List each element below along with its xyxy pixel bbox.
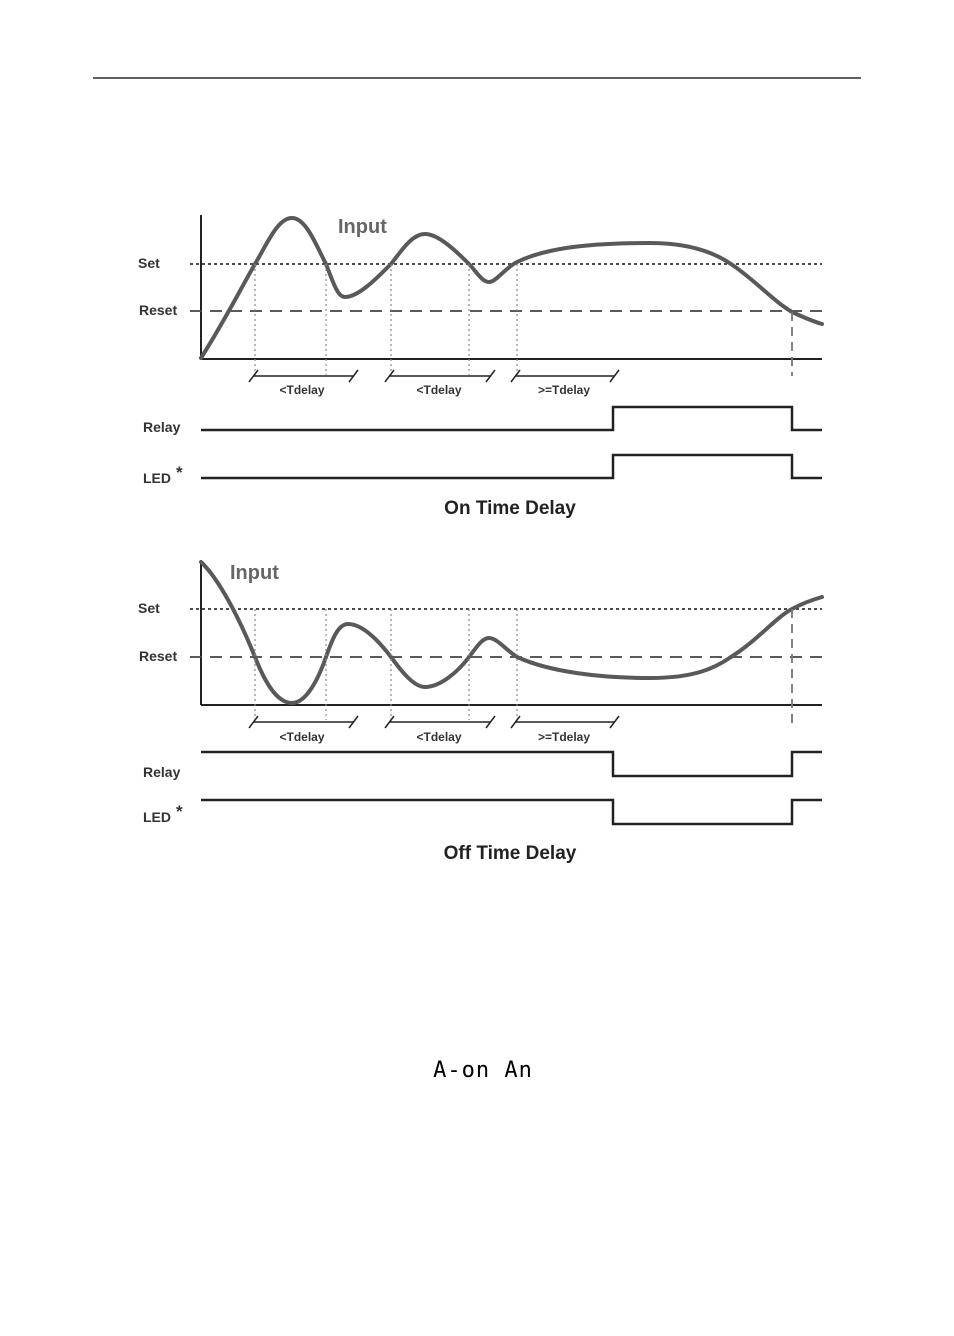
led-label: LED xyxy=(143,470,171,486)
interval-label: <Tdelay xyxy=(279,730,325,744)
input-label: Input xyxy=(230,562,279,584)
interval-label: <Tdelay xyxy=(416,383,462,397)
interval-label: >=Tdelay xyxy=(537,730,591,744)
relay-signal xyxy=(201,752,822,776)
interval-brackets xyxy=(249,716,619,728)
on-time-delay-diagram xyxy=(138,215,822,519)
interval-label: >=Tdelay xyxy=(537,383,591,397)
input-label: Input xyxy=(338,216,387,238)
set-label: Set xyxy=(138,255,160,271)
led-asterisk: * xyxy=(176,802,183,821)
relay-label: Relay xyxy=(143,764,181,780)
relay-label: Relay xyxy=(143,419,181,435)
off-time-delay-diagram xyxy=(138,560,822,864)
interval-label: <Tdelay xyxy=(279,383,325,397)
relay-signal xyxy=(201,407,822,430)
interval-label: <Tdelay xyxy=(416,730,462,744)
set-label: Set xyxy=(138,600,160,616)
interval-brackets xyxy=(249,370,619,382)
led-asterisk: * xyxy=(176,463,183,482)
diagram-caption: Off Time Delay xyxy=(443,843,577,864)
reset-label: Reset xyxy=(139,648,178,664)
input-curve xyxy=(201,562,822,703)
led-signal xyxy=(201,800,822,824)
reset-label: Reset xyxy=(139,302,178,318)
diagram-caption: On Time Delay xyxy=(444,498,576,519)
input-curve xyxy=(201,218,822,358)
segment-display-text: A-on An xyxy=(433,1058,533,1083)
led-signal xyxy=(201,455,822,478)
led-label: LED xyxy=(143,809,171,825)
